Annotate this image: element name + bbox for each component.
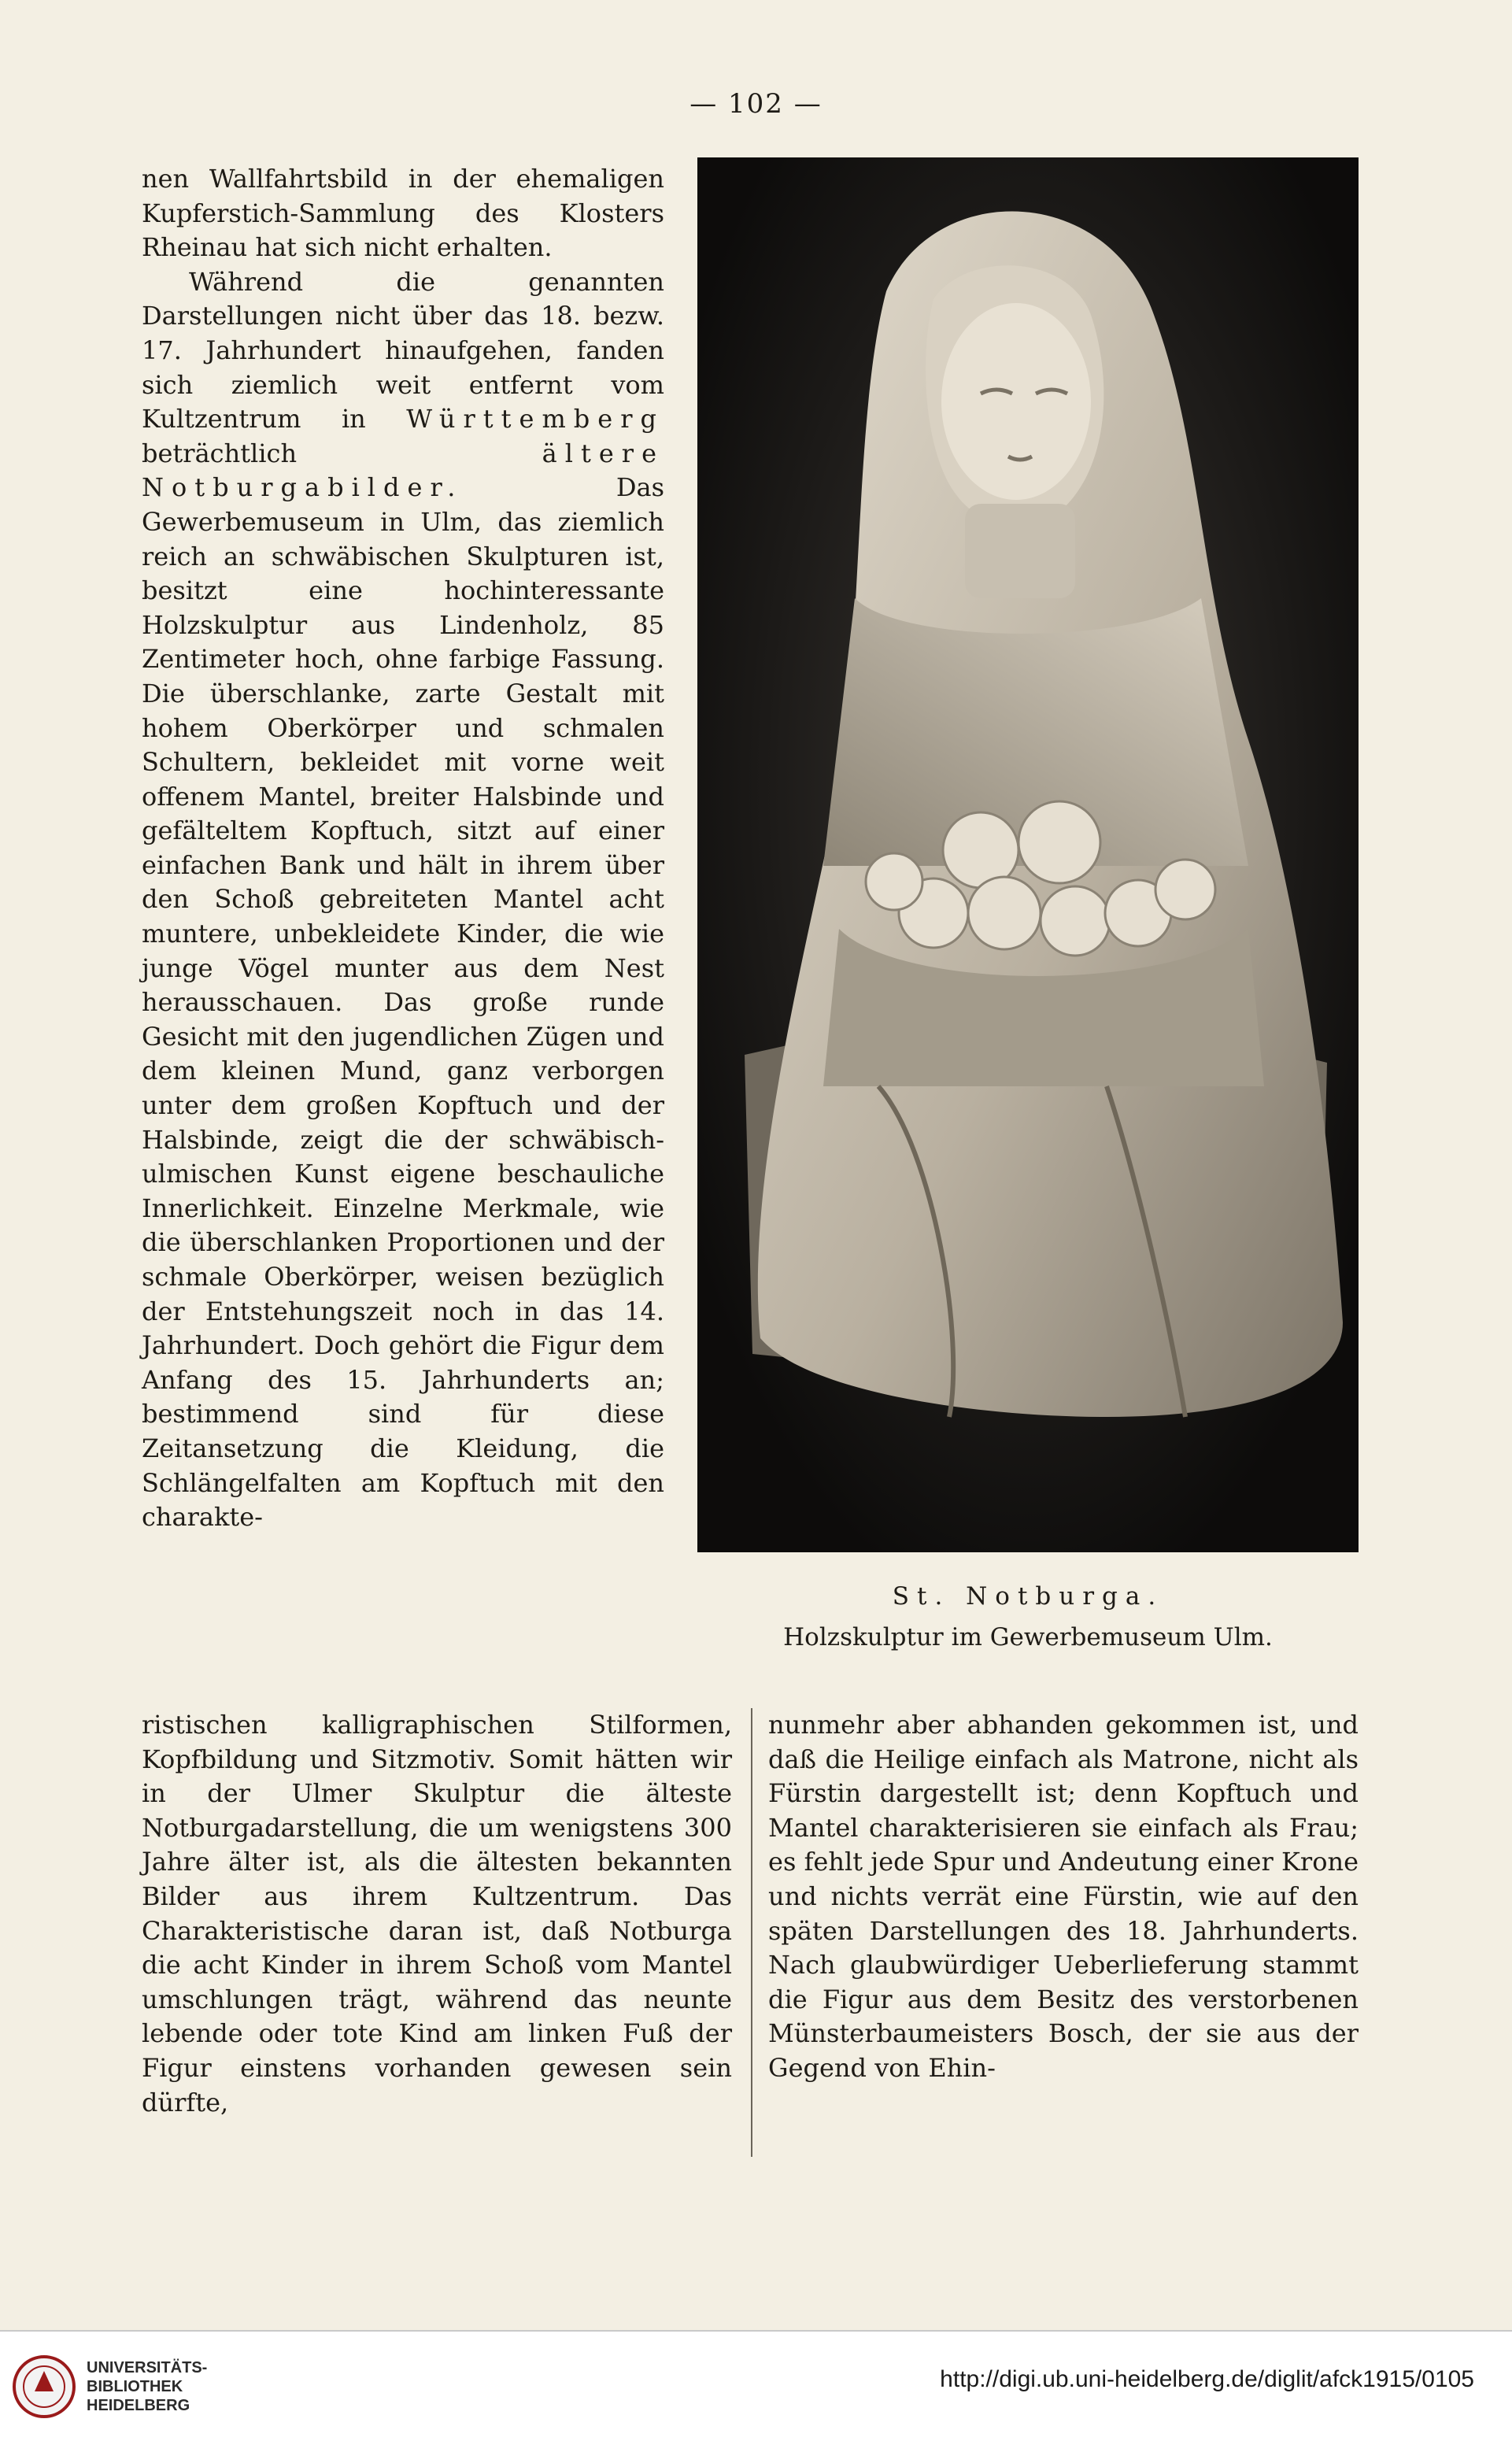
text-column-lower-left: ristischen kalligraphischen Stilformen, Kopfbildung und Sitzmotiv. Somit hätten wir in der Ulmer Skulptur die älteste Notburgadarstellung, die um wenigstens 300 Jahre älter ist, als die ältesten bekannten Bilder aus ihrem Kultzentrum. Das Charakteristische daran ist, daß Notburga die acht Kinder in ihrem Schoß vom Mantel umschlungen trägt, während das neunte lebende oder tote Kind am linken Fuß der Figur einstens vorhanden gewesen sein dürfte, — [142, 1710, 732, 2117]
figure-caption — [697, 1576, 1359, 1658]
paragraph-2-word: beträchtlich — [142, 438, 298, 468]
column-divider — [751, 1708, 752, 2157]
library-name-line-1: UNIVERSITÄTS- — [87, 2359, 208, 2376]
spaced-phrase-notburgabilder: ältere Notburgabilder. — [142, 438, 664, 503]
digitization-url-link[interactable]: http://digi.ub.uni-heidelberg.de/diglit/afck1915/0105 — [940, 2366, 1474, 2392]
library-footer — [0, 2330, 1512, 2441]
library-name — [87, 2358, 207, 2415]
library-name-line-3: HEIDELBERG — [87, 2397, 190, 2414]
paragraph-1: nen Wallfahrtsbild in der ehemaligen Kupferstich-Sammlung des Klosters Rheinau hat sich nicht erhalten. — [142, 164, 664, 263]
text-column-lower-right: nunmehr aber abhanden gekommen ist, und daß die Heilige einfach als Matrone, nicht als Fürstin dargestellt ist; denn Kopftuch und Mantel charakterisieren sie einfach als Frau; es fehlt jede Spur und Andeutung einer Krone und nichts verrät eine Fürstin, wie auf den späten Darstellungen des 18. Jahrhunderts. Nach glaubwürdiger Ueberlieferung stammt die Figur aus dem Besitz des verstorbenen Münsterbaumeisters Bosch, der sie aus der Gegend von Ehin- — [768, 1710, 1359, 2083]
sculpture-illustration — [697, 157, 1359, 1552]
sculpture-photograph — [697, 157, 1359, 1552]
paragraph-2 — [142, 265, 664, 1535]
caption-title: St. Notburga. — [892, 1582, 1164, 1611]
text-column-upper — [142, 162, 664, 1535]
spaced-word-wuerttemberg: Württemberg — [406, 404, 664, 435]
paragraph-2-text: Während die genannten Darstellungen nicht über das 18. bezw. 17. Jahrhundert hinaufgehen, fanden sich ziemlich weit entfernt vom Kultzentrum in — [142, 266, 664, 435]
library-name-line-2: BIBLIOTHEK — [87, 2378, 183, 2395]
university-seal-icon — [11, 2347, 77, 2429]
paragraph-2-continued: Das Gewerbemuseum in Ulm, das ziemlich reich an schwäbischen Skulpturen ist, besitzt eine hochinteressante Holzskulptur aus Lindenholz, 85 Zentimeter hoch, ohne farbige Fassung. Die überschlanke, zarte Gestalt mit hohem Oberkörper und schmalen Schultern, bekleidet mit vorne weit offenem Mantel, breiter Halsbinde und gefälteltem Kopftuch, sitzt auf einer einfachen Bank und hält in ihrem über den Schoß gebreiteten Mantel acht muntere, unbekleidete Kinder, die wie junge Vögel munter aus dem Nest herausschauen. Das große runde Gesicht mit den jugendlichen Zügen und dem kleinen Mund, ganz verborgen unter dem großen Kopftuch und der Halsbinde, zeigt die der schwäbisch-ulmischen Kunst eigene beschauliche Innerlichkeit. Einzelne Merkmale, wie die überschlanken Proportionen und der schmale Oberkörper, weisen bezüglich der Entstehungszeit noch in das 14. Jahrhundert. Doch gehört die Figur dem Anfang des 15. Jahrhunderts an; bestimmend sind für diese Zeitansetzung die Kleidung, die Schlängelfalten am Kopftuch mit den charakte- — [142, 472, 664, 1533]
caption-subtitle: Holzskulptur im Gewerbemuseum Ulm. — [783, 1623, 1273, 1651]
page-number: — 102 — — [689, 88, 823, 120]
